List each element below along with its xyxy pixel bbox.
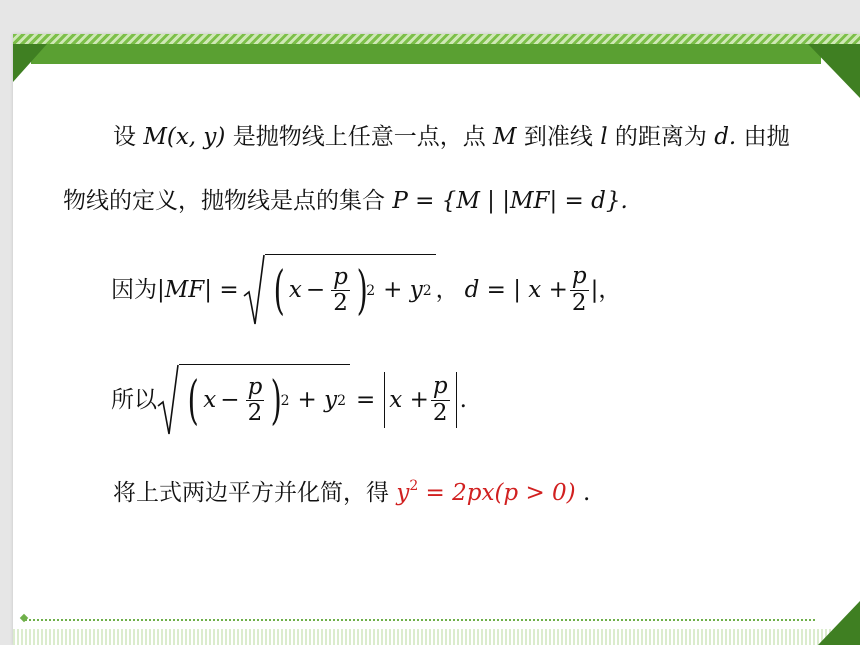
top-green-bar [31,44,821,64]
result-exponent: 2 [409,478,419,494]
d-equation: d = | x + [464,276,568,303]
plus-y: + y [383,277,423,303]
mf-distance-label: |MF| = [157,276,239,303]
frac-denominator-b: 2 [571,289,587,316]
line1-text-3: 到准线 [523,124,593,150]
left-fold-corner [13,44,47,82]
frac-denominator: 2 [333,290,348,316]
text-line-4 [111,364,467,436]
line3-prefix: 因为 [111,276,157,303]
frac-denominator-b: 2 [432,399,448,426]
period: . [582,480,591,506]
set-definition: P = {M | |MF| = d}. [392,188,628,214]
line1-text-4: 的距离为 [614,124,707,150]
text-line-3 [111,254,621,326]
text-line-1 [113,126,790,149]
x-plus: x + [389,386,429,413]
line1-text-5: 由抛 [743,124,790,150]
var-x: x [288,277,302,303]
frac-numerator-b: p [571,263,587,290]
slide [13,34,860,645]
minus-sign: − [220,387,240,413]
right-paren: ) [270,370,283,431]
absolute-value [384,372,456,428]
result-rest: = 2px(p > 0) [425,480,576,506]
frac-denominator: 2 [247,400,263,426]
fraction-p-over-2 [331,265,350,317]
line3-tail: |， [590,276,622,303]
radical-sign-icon [243,254,265,326]
bottom-right-corner [818,601,860,645]
sqrt-expression-2 [157,364,350,436]
point-m-coordinates: M(x, y) [143,124,226,150]
directrix-l: l [600,124,608,150]
line2-text: 物线的定义，抛物线是点的集合 [63,188,385,214]
result-equation [396,480,575,506]
frac-numerator: p [333,263,348,290]
left-paren: ( [273,260,285,321]
plus-y: + y [297,387,338,413]
comma: ， [435,276,459,303]
left-paren: ( [187,370,199,431]
minus-sign: − [305,277,326,303]
text-line-2 [63,190,628,213]
text-line-5 [113,478,591,506]
fraction-p-over-2-b [570,264,589,316]
period: . [459,386,467,413]
fraction-p-over-2-b [431,374,450,426]
sqrt-body-2: ( x − $\frac{p}{2}$ ) 2 + y 2 [179,364,350,436]
line5-text: 将上式两边平方并化简，得 [113,480,389,506]
top-stripe-band [13,34,860,44]
right-paren: ) [356,260,368,321]
radical-sign-icon [157,364,179,436]
frac-numerator: p [247,373,263,400]
line4-prefix: 所以 [111,386,157,413]
point-m: M [493,124,517,150]
bottom-stripe-band [13,629,860,645]
line1-text-2: 是抛物线上任意一点，点 [232,124,486,150]
equals-sign: = [356,386,376,413]
distance-d: d. [714,124,737,150]
fraction-p-over-2 [246,375,265,427]
bottom-dotted-line [25,619,815,621]
line1-text-1: 设 [113,124,136,150]
frac-numerator-b: p [432,373,448,400]
sqrt-body-1: ( x − $\frac{p}{2}$ ) 2 + y 2 [265,254,436,326]
sqrt-expression-1 [243,254,436,326]
result-y: y [396,480,410,506]
var-x: x [203,387,217,413]
right-fold-corner [808,44,860,98]
